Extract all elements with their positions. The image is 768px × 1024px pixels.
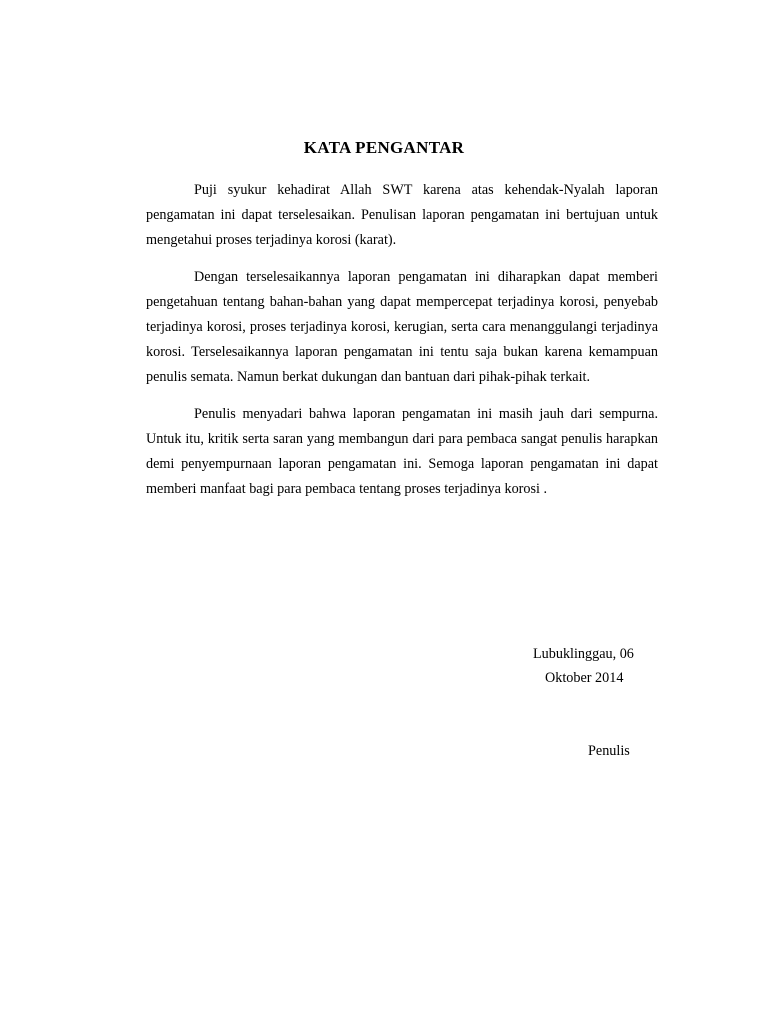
page-title: KATA PENGANTAR <box>303 138 465 157</box>
paragraph-3: Penulis menyadari bahwa laporan pengamatan ini masih jauh dari sempurna. Untuk itu, kritik serta saran yang membangun dari para pembaca sangat penulis harapkan demi penyempurnaan laporan pengamatan ini. Semoga laporan pengamatan ini dapat memberi manfaat bagi para pembaca tentang proses terjadinya korosi . <box>146 406 658 497</box>
paragraph-2: Dengan terselesaikannya laporan pengamatan ini diharapkan dapat memberi pengetahuan tentang bahan-bahan yang dapat mempercepat terjadinya korosi, penyebab terjadinya korosi, proses terjadinya korosi, kerugian, serta cara menanggulangi terjadinya korosi. Terselesaikannya laporan pengamatan ini tentu saja bukan karena kemampuan penulis semata. Namun berkat dukungan dan bantuan dari pihak-pihak terkait. <box>146 269 658 385</box>
signature-place: Lubuklinggau, 06 <box>533 646 634 662</box>
signature-date: Oktober 2014 <box>545 670 624 686</box>
paragraph-1: Puji syukur kehadirat Allah SWT karena atas kehendak-Nyalah laporan pengamatan ini dapat terselesaikan. Penulisan laporan pengamatan ini bertujuan untuk mengetahui proses terjadinya korosi (karat). <box>146 182 658 248</box>
signature-author: Penulis <box>588 743 630 759</box>
body-text <box>146 178 658 515</box>
